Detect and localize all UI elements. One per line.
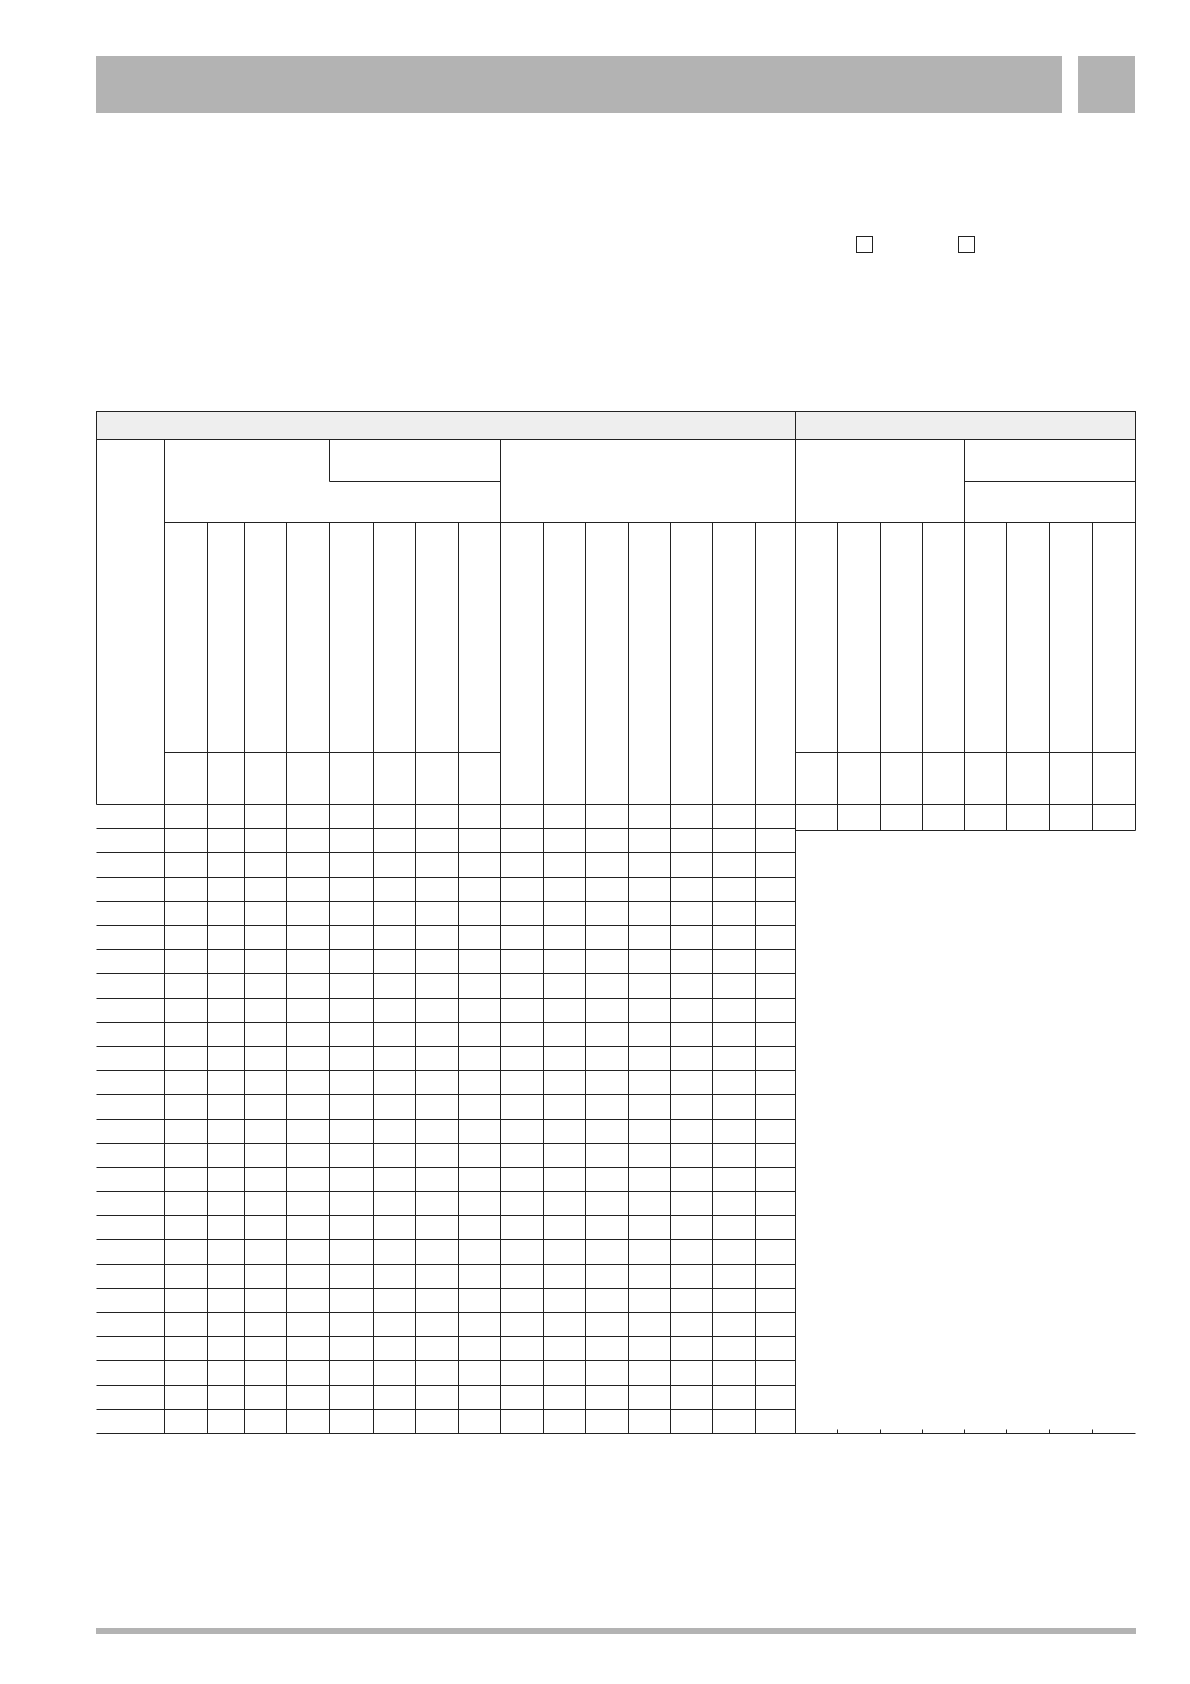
footer-rule — [96, 1628, 1136, 1634]
section-header-left — [97, 412, 796, 440]
section-header-right — [796, 412, 1136, 440]
